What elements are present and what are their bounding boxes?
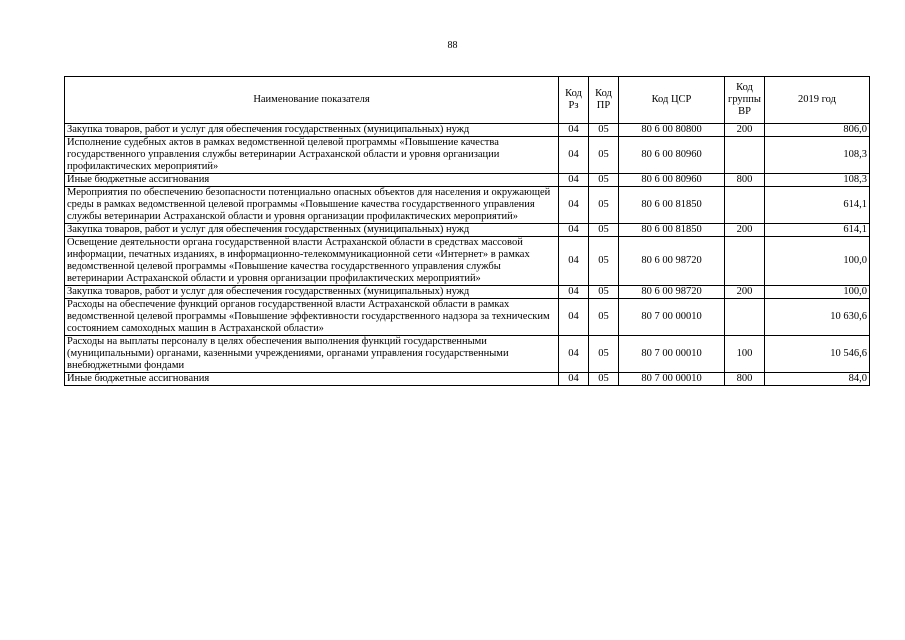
row-pr: 05 [589,174,619,187]
header-csr: Код ЦСР [619,77,725,124]
row-csr: 80 6 00 98720 [619,237,725,286]
row-rz: 04 [559,124,589,137]
row-csr: 80 7 00 00010 [619,336,725,373]
page-number: 88 [447,40,458,51]
row-amount: 100,0 [765,286,870,299]
row-vr: 200 [725,286,765,299]
row-vr [725,137,765,174]
row-vr: 200 [725,124,765,137]
header-pr: Код ПР [589,77,619,124]
row-pr: 05 [589,336,619,373]
row-name: Закупка товаров, работ и услуг для обеспечения государственных (муниципальных) нужд [65,224,559,237]
budget-table [64,76,870,386]
row-name: Иные бюджетные ассигнования [65,174,559,187]
row-vr [725,237,765,286]
table-row [65,224,870,237]
row-name: Освещение деятельности органа государственной власти Астраханской области в средствах массовой информации, печатных изданиях, в информационно-телекоммуникационной сети «Интернет» в рамках ведомственной целевой программы «Повышение качества государственного управления службы ветеринарии Астраханской области и уровня организации профилактических мероприятий» [65,237,559,286]
row-rz: 04 [559,373,589,386]
row-pr: 05 [589,286,619,299]
row-pr: 05 [589,187,619,224]
row-pr: 05 [589,373,619,386]
row-vr: 100 [725,336,765,373]
row-rz: 04 [559,299,589,336]
row-rz: 04 [559,174,589,187]
table-row [65,373,870,386]
row-amount: 108,3 [765,137,870,174]
header-vr: Код группы ВР [725,77,765,124]
row-name: Закупка товаров, работ и услуг для обеспечения государственных (муниципальных) нужд [65,124,559,137]
row-csr: 80 7 00 00010 [619,299,725,336]
row-rz: 04 [559,137,589,174]
row-csr: 80 6 00 98720 [619,286,725,299]
row-name: Закупка товаров, работ и услуг для обеспечения государственных (муниципальных) нужд [65,286,559,299]
row-amount: 10 546,6 [765,336,870,373]
row-csr: 80 6 00 80960 [619,137,725,174]
row-name: Расходы на обеспечение функций органов государственной власти Астраханской области в рамках ведомственной целевой программы «Повышение эффективности государственного надзора за техническим состоянием самоходных машин в Астраханской области» [65,299,559,336]
row-csr: 80 6 00 80960 [619,174,725,187]
row-amount: 84,0 [765,373,870,386]
row-vr [725,187,765,224]
row-csr: 80 6 00 81850 [619,187,725,224]
table-row [65,299,870,336]
header-name: Наименование показателя [65,77,559,124]
row-vr: 800 [725,373,765,386]
row-name: Расходы на выплаты персоналу в целях обеспечения выполнения функций государственными (муниципальными) органами, казенными учреждениями, органами управления государственными внебюджетными фондами [65,336,559,373]
row-rz: 04 [559,286,589,299]
table-row [65,237,870,286]
row-csr: 80 7 00 00010 [619,373,725,386]
row-name: Исполнение судебных актов в рамках ведомственной целевой программы «Повышение качества государственного управления службы ветеринарии Астраханской области и уровня организации профилактических мероприятий» [65,137,559,174]
row-pr: 05 [589,124,619,137]
row-name: Мероприятия по обеспечению безопасности потенциально опасных объектов для населения и окружающей среды в рамках ведомственной целевой программы «Повышение качества государственного управления службы ветеринарии Астраханской области и уровня организации профилактических мероприятий» [65,187,559,224]
row-pr: 05 [589,224,619,237]
row-amount: 100,0 [765,237,870,286]
row-amount: 108,3 [765,174,870,187]
row-rz: 04 [559,224,589,237]
row-csr: 80 6 00 80800 [619,124,725,137]
row-rz: 04 [559,237,589,286]
row-pr: 05 [589,237,619,286]
table-row [65,174,870,187]
row-csr: 80 6 00 81850 [619,224,725,237]
table-row [65,286,870,299]
row-rz: 04 [559,187,589,224]
row-pr: 05 [589,137,619,174]
table-row [65,124,870,137]
row-vr: 200 [725,224,765,237]
table-header-row [65,77,870,124]
header-rz: Код Рз [559,77,589,124]
row-vr [725,299,765,336]
row-amount: 614,1 [765,224,870,237]
row-amount: 806,0 [765,124,870,137]
table-row [65,137,870,174]
header-year: 2019 год [765,77,870,124]
table-row [65,336,870,373]
row-amount: 614,1 [765,187,870,224]
row-rz: 04 [559,336,589,373]
row-vr: 800 [725,174,765,187]
row-amount: 10 630,6 [765,299,870,336]
row-pr: 05 [589,299,619,336]
table-row [65,187,870,224]
row-name: Иные бюджетные ассигнования [65,373,559,386]
